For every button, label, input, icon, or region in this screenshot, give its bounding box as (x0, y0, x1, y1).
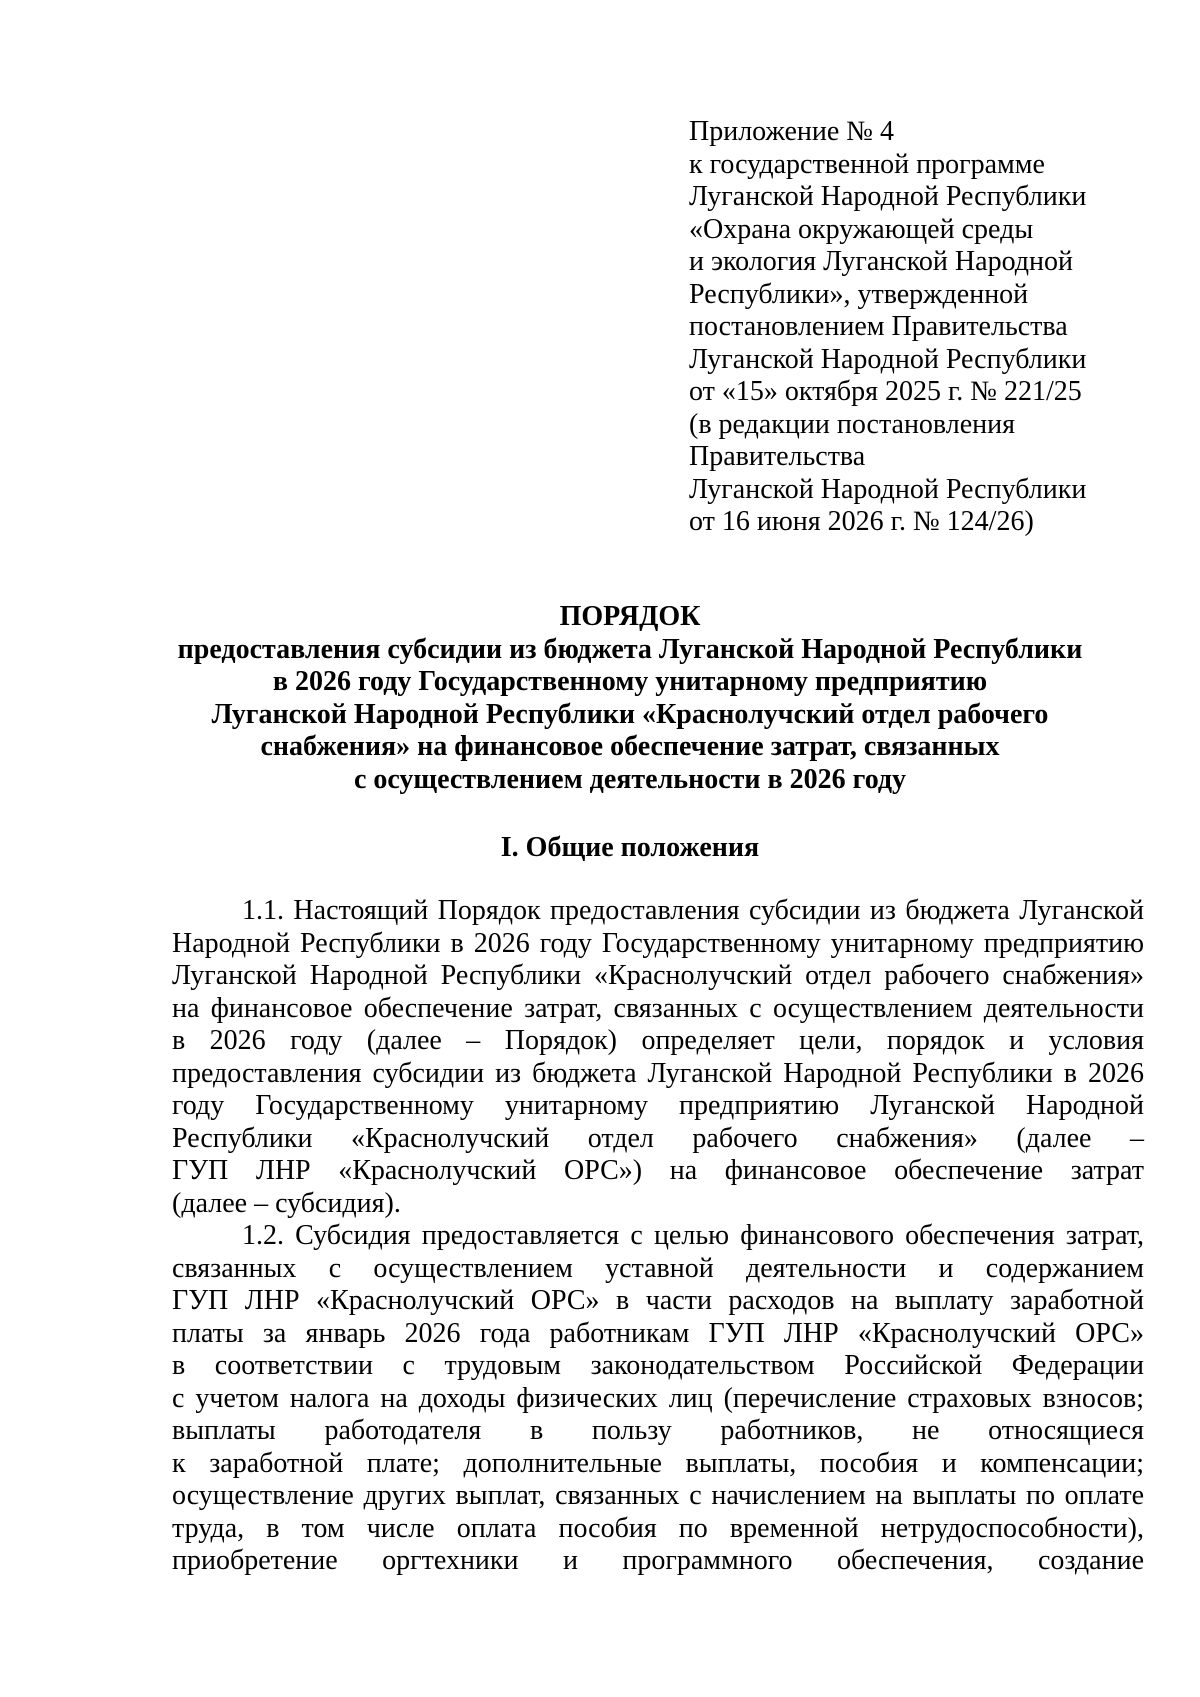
appendix-line: (в редакции постановления (689, 408, 1016, 440)
appendix-line: «Охрана окружающей среды (689, 213, 1034, 245)
text-line: в 2026 году (далее – Порядок) определяет цели, порядок и условия (172, 1025, 1144, 1056)
text-line: в соответствии с трудовым законодательством Российской Федерации (172, 1350, 1144, 1381)
title-main: ПОРЯДОК (559, 601, 701, 632)
text-line: Луганской Народной Республики «Краснолучский отдел рабочего снабжения» (172, 960, 1144, 991)
appendix-block (689, 116, 1129, 539)
title-line: Луганской Народной Республики «Краснолучский отдел рабочего (211, 698, 1049, 730)
appendix-line: Луганской Народной Республики (689, 343, 1087, 375)
text-line: связанных с осуществлением уставной деятельности и содержанием (172, 1252, 1144, 1284)
text-line: платы за январь 2026 года работникам ГУП ЛНР «Краснолучский ОРС» (172, 1317, 1144, 1349)
text-line: 1.1. Настоящий Порядок предоставления субсидии из бюджета Луганской (242, 895, 1144, 926)
appendix-line: постановлением Правительства (689, 311, 1068, 342)
text-line: к заработной плате; дополнительные выплаты, пособия и компенсации; (172, 1447, 1144, 1479)
title-line: предоставления субсидии из бюджета Луганской Народной Республики (177, 633, 1083, 665)
text-line: Республики «Краснолучский отдел рабочего снабжения» (далее – (172, 1122, 1144, 1154)
appendix-line: от «15» октября 2025 г. № 221/25 (689, 376, 1082, 407)
paragraph-1-2 (172, 1220, 1144, 1578)
appendix-line: к государственной программе (689, 148, 1045, 180)
text-line: труда, в том числе оплата пособия по временной нетрудоспособности), (172, 1512, 1144, 1544)
text-line: предоставления субсидии из бюджета Луганской Народной Республики в 2026 (172, 1057, 1144, 1089)
text-line: Народной Республики в 2026 году Государственному унитарному предприятию (172, 927, 1144, 959)
section-title: I. Общие положения (500, 832, 760, 863)
text-line: ГУП ЛНР «Краснолучский ОРС» в части расходов на выплату заработной (172, 1285, 1144, 1316)
body-text (172, 895, 1144, 1578)
appendix-line: Луганской Народной Республики (689, 181, 1087, 212)
appendix-line: и экология Луганской Народной (689, 246, 1073, 277)
paragraph-1-1 (172, 895, 1144, 1220)
title-line: с осуществлением деятельности в 2026 году (353, 763, 907, 795)
text-line: (далее – субсидия). (172, 1187, 401, 1219)
appendix-line: Приложение № 4 (689, 116, 894, 147)
title-line: снабжения» на финансовое обеспечение затрат, связанных (260, 731, 1000, 762)
title-line: в 2026 году Государственному унитарному предприятию (272, 666, 988, 697)
text-line: с учетом налога на доходы физических лиц (перечисление страховых взносов; (172, 1382, 1144, 1414)
text-line: году Государственному унитарному предприятию Луганской Народной (172, 1090, 1144, 1121)
text-line: 1.2. Субсидия предоставляется с целью финансового обеспечения затрат, (242, 1220, 1144, 1251)
text-line: на финансовое обеспечение затрат, связанных с осуществлением деятельности (172, 992, 1144, 1024)
text-line: выплаты работодателя в пользу работников, не относящиеся (172, 1415, 1144, 1446)
text-line: приобретение оргтехники и программного обеспечения, создание (172, 1545, 1144, 1576)
appendix-line: от 16 июня 2026 г. № 124/26) (689, 506, 1034, 537)
document-title (160, 601, 1100, 796)
appendix-line: Правительства (689, 441, 866, 472)
text-line: осуществление других выплат, связанных с начислением на выплаты по оплате (172, 1480, 1144, 1511)
appendix-line: Луганской Народной Республики (689, 473, 1087, 505)
text-line: ГУП ЛНР «Краснолучский ОРС») на финансовое обеспечение затрат (172, 1155, 1144, 1186)
appendix-line: Республики», утвержденной (689, 278, 1029, 310)
